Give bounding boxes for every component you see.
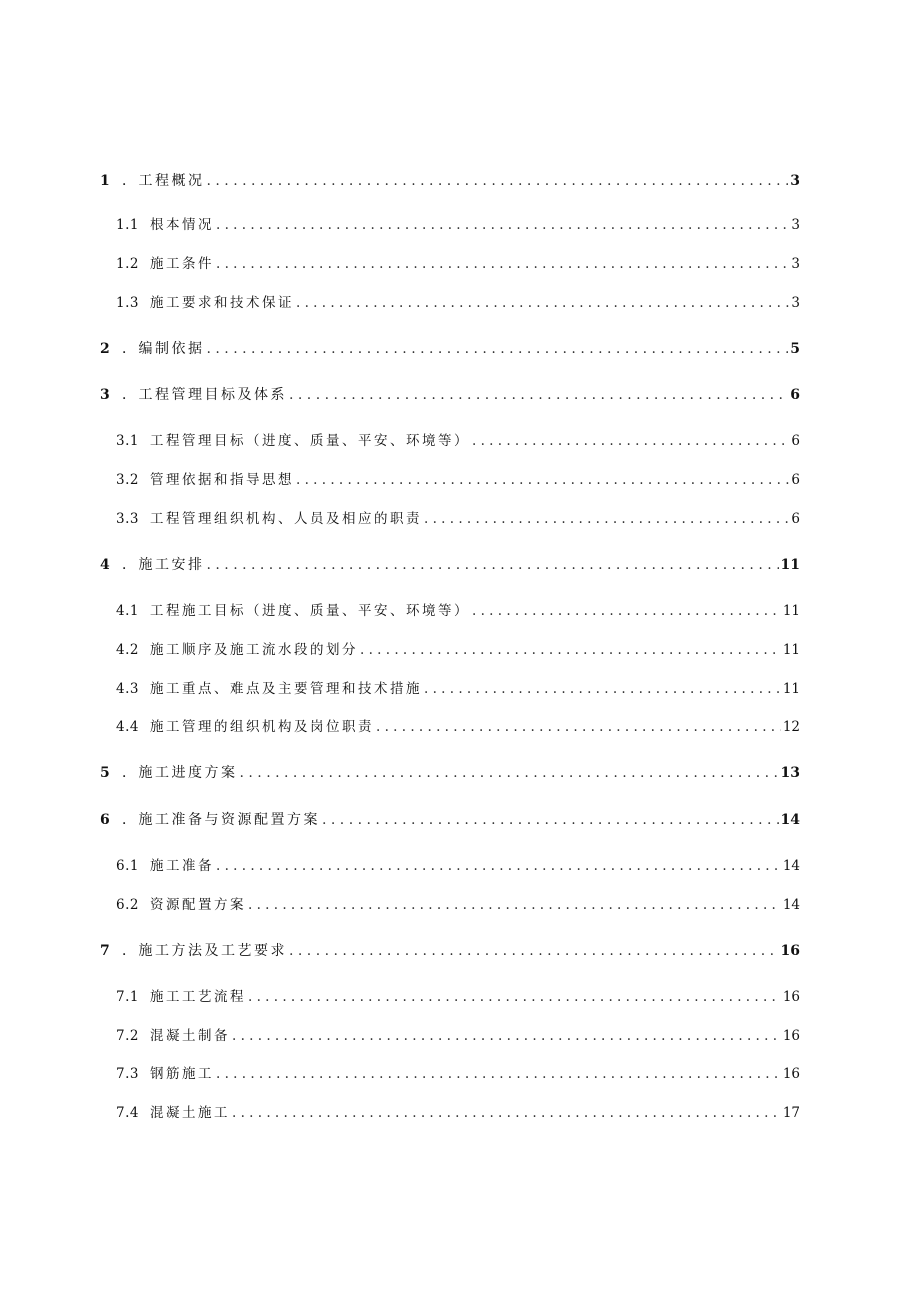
- toc-dot-leader: [216, 855, 781, 877]
- toc-entry-subsection[interactable]: [116, 855, 800, 877]
- toc-entry-page-number: 11: [780, 557, 800, 573]
- toc-entry-subsection[interactable]: [116, 1025, 800, 1047]
- toc-entry-page-number: 11: [782, 642, 800, 658]
- toc-entry-section[interactable]: [100, 762, 800, 784]
- toc-entry-number: 3.3: [116, 511, 139, 527]
- toc-entry-subsection[interactable]: [116, 678, 800, 700]
- toc-entry-number: 4.1: [116, 603, 139, 619]
- toc-entry-title: 工程施工目标（进度、质量、平安、环境等）: [150, 603, 470, 619]
- toc-entry-title: ．编制依据: [122, 341, 205, 357]
- toc-entry-number: 6.2: [116, 897, 139, 913]
- toc-entry-title: ．工程管理目标及体系: [122, 387, 287, 403]
- toc-entry-number: 7.4: [116, 1105, 139, 1121]
- toc-entry-page-number: 16: [780, 943, 800, 959]
- toc-dot-leader: [232, 1102, 781, 1124]
- toc-dot-leader: [232, 1025, 781, 1047]
- toc-entry-number: 7.3: [116, 1066, 139, 1082]
- toc-entry-page-number: 14: [782, 858, 800, 874]
- toc-entry-section[interactable]: [100, 554, 800, 576]
- toc-entry-title: ．施工进度方案: [122, 765, 238, 781]
- toc-entry-number: 7.1: [116, 989, 139, 1005]
- toc-entry-subsection[interactable]: [116, 1102, 800, 1124]
- toc-entry-number: 3.2: [116, 472, 139, 488]
- toc-entry-section[interactable]: [100, 384, 800, 406]
- toc-entry-number: 3.1: [116, 433, 139, 449]
- toc-dot-leader: [216, 253, 789, 275]
- toc-dot-leader: [472, 600, 781, 622]
- toc-dot-leader: [207, 338, 789, 360]
- toc-entry-page-number: 16: [782, 1028, 800, 1044]
- toc-entry-subsection[interactable]: [116, 430, 800, 452]
- toc-entry-title: 施工管理的组织机构及岗位职责: [150, 719, 374, 735]
- toc-entry-title: 施工顺序及施工流水段的划分: [150, 642, 358, 658]
- toc-entry-page-number: 3: [791, 256, 800, 272]
- toc-entry-subsection[interactable]: [116, 214, 800, 236]
- toc-entry-number: 1.3: [116, 295, 139, 311]
- toc-dot-leader: [248, 986, 781, 1008]
- toc-entry-number: 6.1: [116, 858, 139, 874]
- toc-entry-page-number: 3: [791, 217, 800, 233]
- toc-entry-number: 4.3: [116, 681, 139, 697]
- toc-entry-page-number: 14: [780, 812, 800, 828]
- toc-entry-page-number: 11: [782, 681, 800, 697]
- toc-dot-leader: [376, 716, 781, 738]
- toc-entry-page-number: 3: [790, 173, 800, 189]
- toc-entry-subsection[interactable]: [116, 292, 800, 314]
- toc-dot-leader: [296, 292, 789, 314]
- toc-entry-title: ．施工安排: [122, 557, 205, 573]
- toc-entry-title: ．工程概况: [122, 173, 205, 189]
- toc-entry-title: 施工重点、难点及主要管理和技术措施: [150, 681, 422, 697]
- toc-entry-title: 工程管理目标（进度、质量、平安、环境等）: [150, 433, 470, 449]
- toc-dot-leader: [322, 809, 779, 831]
- toc-entry-subsection[interactable]: [116, 986, 800, 1008]
- toc-entry-page-number: 14: [782, 897, 800, 913]
- toc-entry-subsection[interactable]: [116, 469, 800, 491]
- toc-dot-leader: [216, 1063, 781, 1085]
- toc-entry-page-number: 17: [782, 1105, 800, 1121]
- toc-dot-leader: [207, 554, 779, 576]
- toc-entry-number: 3: [100, 387, 110, 403]
- toc-entry-title: ．施工方法及工艺要求: [122, 943, 287, 959]
- toc-entry-page-number: 3: [791, 295, 800, 311]
- toc-entry-number: 2: [100, 341, 110, 357]
- toc-entry-title: 施工工艺流程: [150, 989, 246, 1005]
- toc-entry-title: 施工要求和技术保证: [150, 295, 294, 311]
- toc-entry-number: 4.2: [116, 642, 139, 658]
- toc-entry-title: 根本情况: [150, 217, 214, 233]
- toc-entry-number: 1.1: [116, 217, 139, 233]
- toc-entry-page-number: 16: [782, 1066, 800, 1082]
- toc-entry-number: 1.2: [116, 256, 139, 272]
- toc-entry-subsection[interactable]: [116, 253, 800, 275]
- toc-entry-page-number: 5: [790, 341, 800, 357]
- toc-dot-leader: [248, 894, 781, 916]
- toc-entry-number: 1: [100, 173, 110, 189]
- toc-entry-title: 资源配置方案: [150, 897, 246, 913]
- toc-dot-leader: [472, 430, 789, 452]
- toc-entry-section[interactable]: [100, 809, 800, 831]
- toc-entry-page-number: 11: [782, 603, 800, 619]
- toc-dot-leader: [216, 214, 789, 236]
- toc-entry-page-number: 12: [782, 719, 800, 735]
- toc-entry-number: 7: [100, 943, 110, 959]
- toc-entry-page-number: 6: [791, 511, 800, 527]
- toc-dot-leader: [240, 762, 779, 784]
- toc-entry-subsection[interactable]: [116, 716, 800, 738]
- toc-entry-subsection[interactable]: [116, 1063, 800, 1085]
- toc-dot-leader: [424, 508, 789, 530]
- toc-entry-number: 7.2: [116, 1028, 139, 1044]
- toc-entry-number: 4: [100, 557, 110, 573]
- toc-entry-section[interactable]: [100, 940, 800, 962]
- toc-entry-title: 施工准备: [150, 858, 214, 874]
- toc-entry-number: 4.4: [116, 719, 139, 735]
- toc-entry-title: 施工条件: [150, 256, 214, 272]
- toc-entry-title: ．施工准备与资源配置方案: [122, 812, 320, 828]
- toc-entry-subsection[interactable]: [116, 639, 800, 661]
- toc-entry-title: 钢筋施工: [150, 1066, 214, 1082]
- toc-entry-title: 混凝土制备: [150, 1028, 230, 1044]
- toc-entry-subsection[interactable]: [116, 508, 800, 530]
- toc-dot-leader: [296, 469, 789, 491]
- toc-entry-subsection[interactable]: [116, 600, 800, 622]
- toc-dot-leader: [289, 940, 779, 962]
- toc-entry-number: 6: [100, 812, 110, 828]
- toc-entry-page-number: 6: [791, 472, 800, 488]
- toc-dot-leader: [207, 170, 789, 192]
- toc-entry-title: 混凝土施工: [150, 1105, 230, 1121]
- toc-dot-leader: [424, 678, 781, 700]
- toc-entry-title: 工程管理组织机构、人员及相应的职责: [150, 511, 422, 527]
- toc-entry-section[interactable]: [100, 338, 800, 360]
- toc-dot-leader: [360, 639, 781, 661]
- toc-entry-page-number: 16: [782, 989, 800, 1005]
- toc-entry-subsection[interactable]: [116, 894, 800, 916]
- toc-entry-page-number: 13: [780, 765, 800, 781]
- toc-entry-page-number: 6: [790, 387, 800, 403]
- toc-entry-number: 5: [100, 765, 110, 781]
- toc-entry-section[interactable]: [100, 170, 800, 192]
- toc-dot-leader: [289, 384, 788, 406]
- toc-entry-page-number: 6: [791, 433, 800, 449]
- toc-entry-title: 管理依据和指导思想: [150, 472, 294, 488]
